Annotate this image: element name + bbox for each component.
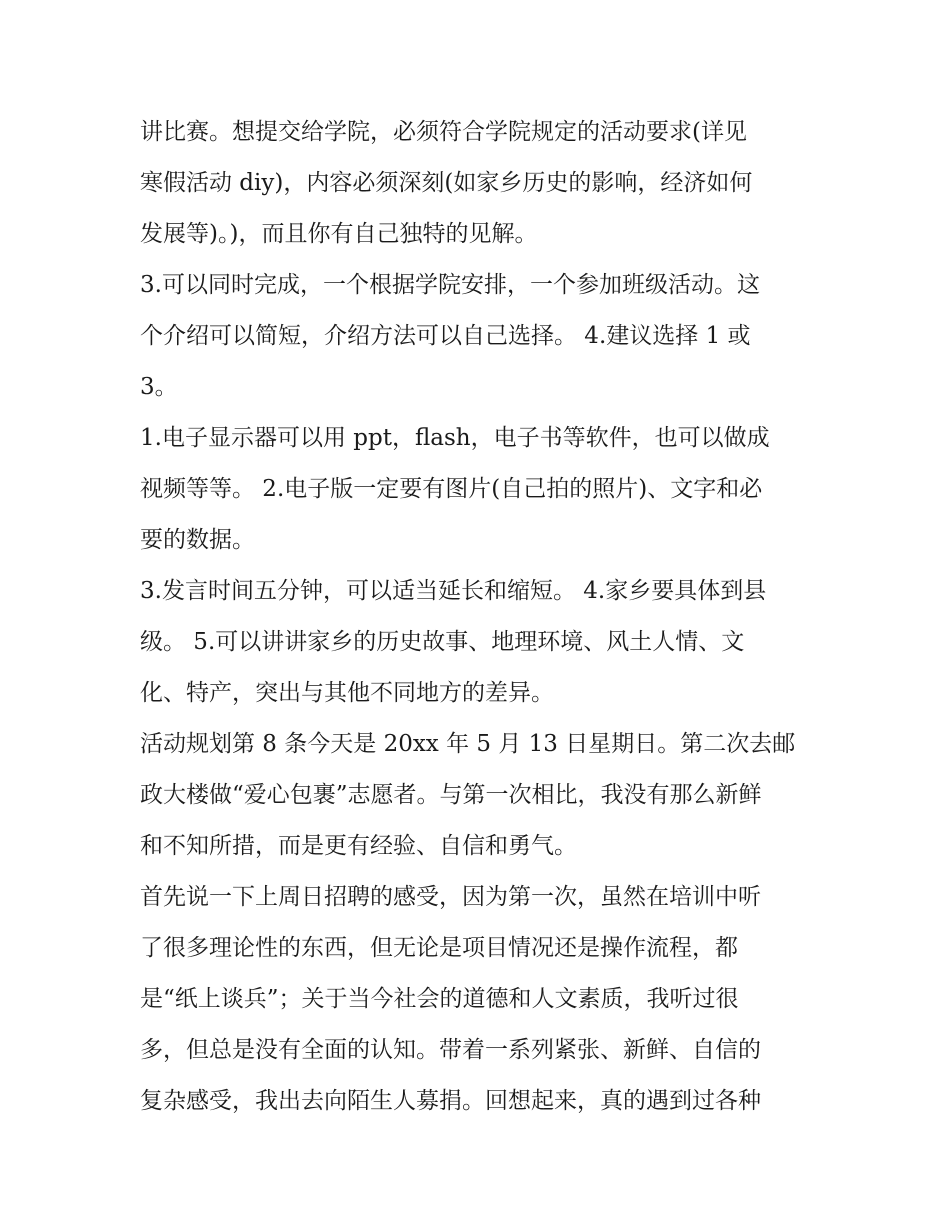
text-line: 了很多理论性的东西，但无论是项目情况还是操作流程，都 xyxy=(140,935,738,961)
text-line: 政大楼做“爱心包裹”志愿者。与第一次相比，我没有那么新鲜 xyxy=(140,782,762,808)
text-line: 多，但总是没有全面的认知。带着一系列紧张、新鲜、自信的 xyxy=(140,1037,761,1063)
text-line: 1.电子显示器可以用 ppt，flash，电子书等软件，也可以做成 xyxy=(140,425,770,451)
text-line: 视频等等。 2.电子版一定要有图片(自己拍的照片)、文字和必 xyxy=(140,476,763,502)
text-line: 要的数据。 xyxy=(140,527,255,553)
text-line: 发展等)。)，而且你有自己独特的见解。 xyxy=(140,221,538,247)
text-line: 个介绍可以简短，介绍方法可以自己选择。 4.建议选择 1 或 xyxy=(140,323,751,349)
text-line: 3.可以同时完成，一个根据学院安排，一个参加班级活动。这 xyxy=(140,272,760,298)
text-line: 首先说一下上周日招聘的感受，因为第一次，虽然在培训中听 xyxy=(140,884,761,910)
text-line: 活动规划第 8 条今天是 20xx 年 5 月 13 日星期日。第二次去邮 xyxy=(140,731,796,757)
text-line: 和不知所措，而是更有经验、自信和勇气。 xyxy=(140,833,577,859)
text-line: 复杂感受，我出去向陌生人募捐。回想起来，真的遇到过各种 xyxy=(140,1088,761,1114)
text-line: 讲比赛。想提交给学院，必须符合学院规定的活动要求(详见 xyxy=(140,119,747,145)
document-body xyxy=(140,107,820,1127)
text-line: 3.发言时间五分钟，可以适当延长和缩短。 4.家乡要具体到县 xyxy=(140,578,767,604)
text-line: 寒假活动 diy)，内容必须深刻(如家乡历史的影响，经济如何 xyxy=(140,170,753,196)
text-line: 级。 5.可以讲讲家乡的历史故事、地理环境、风土人情、文 xyxy=(140,629,745,655)
text-line: 化、特产，突出与其他不同地方的差异。 xyxy=(140,680,554,706)
text-line: 是“纸上谈兵”；关于当今社会的道德和人文素质，我听过很 xyxy=(140,986,739,1012)
text-line: 3。 xyxy=(140,374,178,400)
